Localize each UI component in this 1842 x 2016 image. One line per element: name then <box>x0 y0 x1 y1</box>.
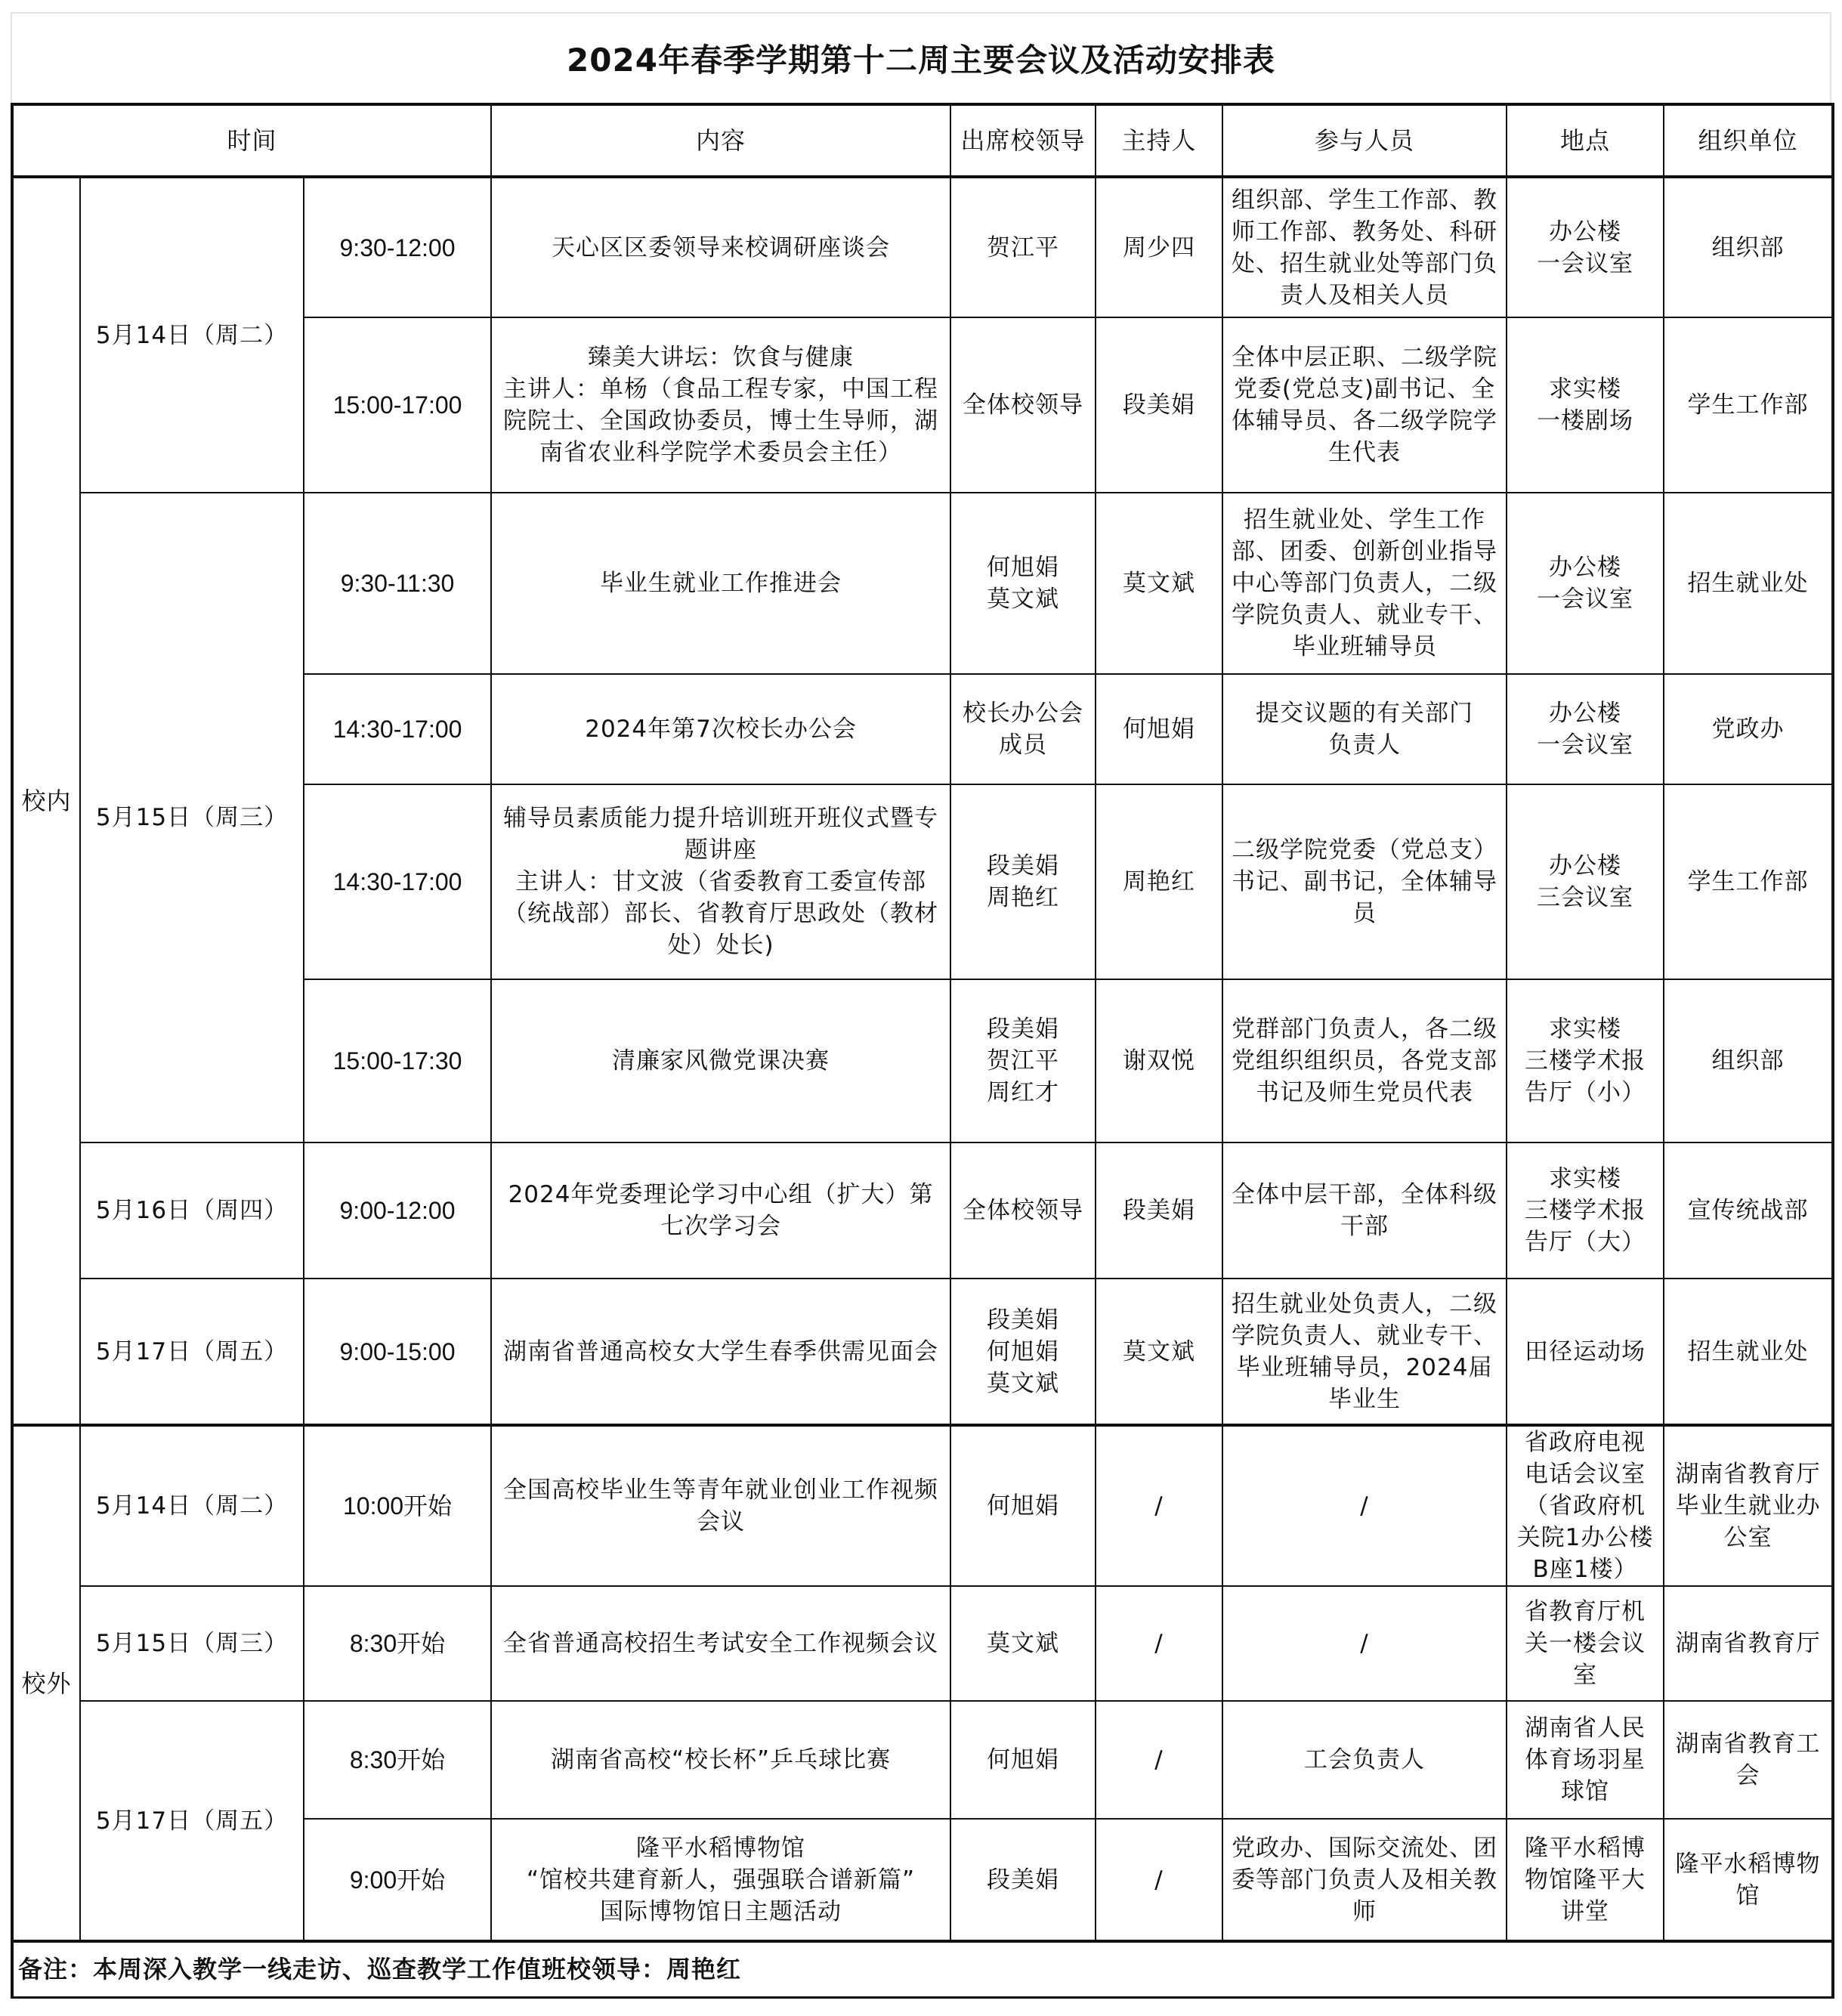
date-cell: 5月16日（周四） <box>80 1143 304 1279</box>
leader-cell: 段美娟 <box>950 1819 1096 1941</box>
leader-cell: 段美娟 何旭娟 莫文斌 <box>950 1279 1096 1425</box>
content-cell: 2024年党委理论学习中心组（扩大）第七次学习会 <box>491 1143 950 1279</box>
host-cell: / <box>1096 1425 1222 1586</box>
time-cell: 9:00开始 <box>304 1819 491 1941</box>
content-cell: 毕业生就业工作推进会 <box>491 493 950 674</box>
location-cell: 办公楼 一会议室 <box>1507 493 1664 674</box>
host-cell: 莫文斌 <box>1096 1279 1222 1425</box>
time-cell: 8:30开始 <box>304 1586 491 1701</box>
location-cell: 湖南省人民体育场羽星球馆 <box>1507 1701 1664 1819</box>
participants-cell: 全体中层正职、二级学院党委(党总支)副书记、全体辅导员、各二级学院学生代表 <box>1222 317 1507 493</box>
organizer-cell: 湖南省教育厅 <box>1664 1586 1833 1701</box>
leader-cell: 全体校领导 <box>950 1143 1096 1279</box>
table-row <box>12 1425 1833 1586</box>
header-leader: 出席校领导 <box>950 104 1096 177</box>
content-cell: 湖南省高校“校长杯”乒乓球比赛 <box>491 1701 950 1819</box>
date-cell: 5月14日（周二） <box>80 1425 304 1586</box>
participants-cell: 工会负责人 <box>1222 1701 1507 1819</box>
participants-cell: 党政办、国际交流处、团委等部门负责人及相关教师 <box>1222 1819 1507 1941</box>
leader-cell: 段美娟 贺江平 周红才 <box>950 979 1096 1143</box>
location-cell: 隆平水稻博物馆隆平大讲堂 <box>1507 1819 1664 1941</box>
header-location: 地点 <box>1507 104 1664 177</box>
leader-cell: 贺江平 <box>950 177 1096 317</box>
time-cell: 10:00开始 <box>304 1425 491 1586</box>
time-cell: 9:00-15:00 <box>304 1279 491 1425</box>
leader-cell: 全体校领导 <box>950 317 1096 493</box>
header-content: 内容 <box>491 104 950 177</box>
organizer-cell: 组织部 <box>1664 177 1833 317</box>
participants-cell: / <box>1222 1425 1507 1586</box>
content-cell: 全国高校毕业生等青年就业创业工作视频会议 <box>491 1425 950 1586</box>
location-cell: 田径运动场 <box>1507 1279 1664 1425</box>
host-cell: 段美娟 <box>1096 1143 1222 1279</box>
schedule-table <box>11 103 1834 1999</box>
organizer-cell: 湖南省教育工会 <box>1664 1701 1833 1819</box>
content-cell: 辅导员素质能力提升培训班开班仪式暨专题讲座 主讲人：甘文波（省委教育工委宣传部（统战部）部长、省教育厅思政处（教材处）处长) <box>491 784 950 979</box>
content-cell: 湖南省普通高校女大学生春季供需见面会 <box>491 1279 950 1425</box>
time-cell: 15:00-17:00 <box>304 317 491 493</box>
location-cell: 求实楼 三楼学术报告厅（小） <box>1507 979 1664 1143</box>
host-cell: 何旭娟 <box>1096 674 1222 784</box>
content-cell: 全省普通高校招生考试安全工作视频会议 <box>491 1586 950 1701</box>
content-cell: 臻美大讲坛：饮食与健康 主讲人：单杨（食品工程专家，中国工程院院士、全国政协委员，博士生导师，湖南省农业科学院学术委员会主任） <box>491 317 950 493</box>
organizer-cell: 招生就业处 <box>1664 1279 1833 1425</box>
note-text: 备注：本周深入教学一线走访、巡查教学工作值班校领导：周艳红 <box>12 1941 1833 1997</box>
participants-cell: 招生就业处、学生工作部、团委、创新创业指导中心等部门负责人，二级学院负责人、就业专干、毕业班辅导员 <box>1222 493 1507 674</box>
section-label: 校外 <box>12 1425 80 1941</box>
table-row <box>12 1279 1833 1425</box>
participants-cell: 全体中层干部，全体科级干部 <box>1222 1143 1507 1279</box>
location-cell: 求实楼 一楼剧场 <box>1507 317 1664 493</box>
leader-cell: 何旭娟 莫文斌 <box>950 493 1096 674</box>
host-cell: 周少四 <box>1096 177 1222 317</box>
location-cell: 办公楼 一会议室 <box>1507 177 1664 317</box>
table-row <box>12 1143 1833 1279</box>
location-cell: 办公楼 三会议室 <box>1507 784 1664 979</box>
header-organizer: 组织单位 <box>1664 104 1833 177</box>
organizer-cell: 招生就业处 <box>1664 493 1833 674</box>
organizer-cell: 党政办 <box>1664 674 1833 784</box>
date-cell: 5月15日（周三） <box>80 1586 304 1701</box>
participants-cell: 提交议题的有关部门 负责人 <box>1222 674 1507 784</box>
location-cell: 省政府电视电话会议室（省政府机关院1办公楼B座1楼） <box>1507 1425 1664 1586</box>
leader-cell: 段美娟 周艳红 <box>950 784 1096 979</box>
participants-cell: / <box>1222 1586 1507 1701</box>
host-cell: / <box>1096 1586 1222 1701</box>
leader-cell: 莫文斌 <box>950 1586 1096 1701</box>
location-cell: 求实楼 三楼学术报告厅（大） <box>1507 1143 1664 1279</box>
host-cell: / <box>1096 1819 1222 1941</box>
participants-cell: 组织部、学生工作部、教师工作部、教务处、科研处、招生就业处等部门负责人及相关人员 <box>1222 177 1507 317</box>
organizer-cell: 湖南省教育厅毕业生就业办公室 <box>1664 1425 1833 1586</box>
content-cell: 2024年第7次校长办公会 <box>491 674 950 784</box>
host-cell: 周艳红 <box>1096 784 1222 979</box>
table-row <box>12 1586 1833 1701</box>
time-cell: 9:30-11:30 <box>304 493 491 674</box>
header-participants: 参与人员 <box>1222 104 1507 177</box>
content-cell: 隆平水稻博物馆 “馆校共建育新人，强强联合谱新篇” 国际博物馆日主题活动 <box>491 1819 950 1941</box>
host-cell: 谢双悦 <box>1096 979 1222 1143</box>
note-row <box>12 1941 1833 1997</box>
time-cell: 8:30开始 <box>304 1701 491 1819</box>
organizer-cell: 隆平水稻博物馆 <box>1664 1819 1833 1941</box>
table-row <box>12 177 1833 317</box>
content-cell: 天心区区委领导来校调研座谈会 <box>491 177 950 317</box>
time-cell: 15:00-17:30 <box>304 979 491 1143</box>
date-cell: 5月17日（周五） <box>80 1279 304 1425</box>
host-cell: 莫文斌 <box>1096 493 1222 674</box>
header-time: 时间 <box>12 104 491 177</box>
participants-cell: 二级学院党委（党总支）书记、副书记，全体辅导员 <box>1222 784 1507 979</box>
host-cell: 段美娟 <box>1096 317 1222 493</box>
leader-cell: 何旭娟 <box>950 1701 1096 1819</box>
time-cell: 14:30-17:00 <box>304 784 491 979</box>
table-row <box>12 1701 1833 1819</box>
organizer-cell: 宣传统战部 <box>1664 1143 1833 1279</box>
page-title: 2024年春季学期第十二周主要会议及活动安排表 <box>11 12 1831 103</box>
header-row <box>12 104 1833 177</box>
time-cell: 14:30-17:00 <box>304 674 491 784</box>
organizer-cell: 学生工作部 <box>1664 784 1833 979</box>
section-label: 校内 <box>12 177 80 1425</box>
leader-cell: 何旭娟 <box>950 1425 1096 1586</box>
location-cell: 办公楼 一会议室 <box>1507 674 1664 784</box>
host-cell: / <box>1096 1701 1222 1819</box>
organizer-cell: 组织部 <box>1664 979 1833 1143</box>
schedule-sheet <box>11 12 1831 2005</box>
date-cell: 5月14日（周二） <box>80 177 304 493</box>
date-cell: 5月17日（周五） <box>80 1701 304 1941</box>
header-host: 主持人 <box>1096 104 1222 177</box>
time-cell: 9:30-12:00 <box>304 177 491 317</box>
participants-cell: 党群部门负责人，各二级党组织组织员，各党支部书记及师生党员代表 <box>1222 979 1507 1143</box>
location-cell: 省教育厅机关一楼会议室 <box>1507 1586 1664 1701</box>
table-row <box>12 493 1833 674</box>
participants-cell: 招生就业处负责人，二级学院负责人、就业专干、毕业班辅导员，2024届毕业生 <box>1222 1279 1507 1425</box>
date-cell: 5月15日（周三） <box>80 493 304 1143</box>
leader-cell: 校长办公会 成员 <box>950 674 1096 784</box>
time-cell: 9:00-12:00 <box>304 1143 491 1279</box>
content-cell: 清廉家风微党课决赛 <box>491 979 950 1143</box>
organizer-cell: 学生工作部 <box>1664 317 1833 493</box>
